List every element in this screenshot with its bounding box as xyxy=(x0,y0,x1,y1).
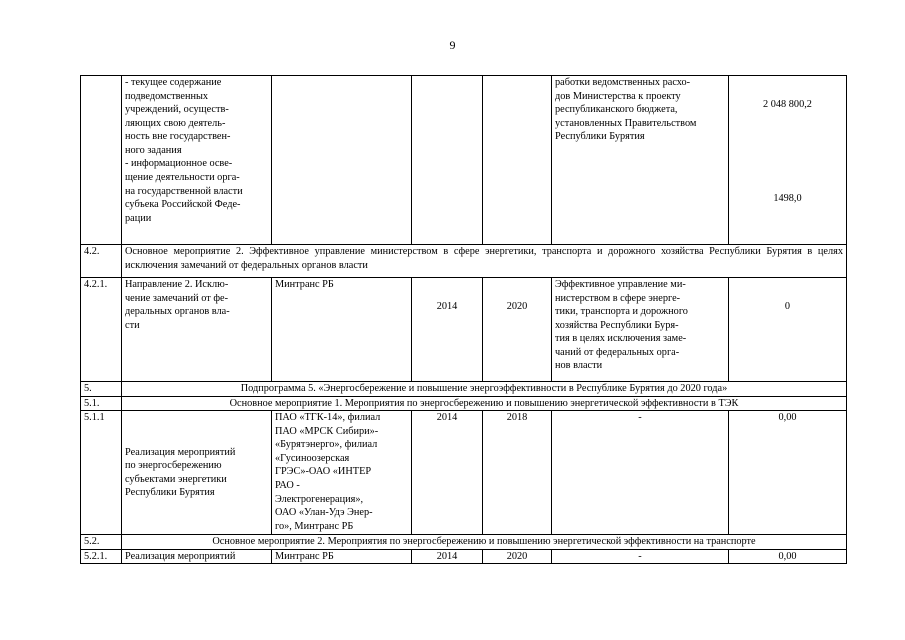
measure-cell: - текущее содержание подведомственных учреждений, осуществ- ляющих свою деятель- ность вне государствен- ного задания - информационное осве- щение деятельности орга- на государственной власти субъека Российской Феде- рации xyxy=(122,76,272,245)
table-row-section-5-2 xyxy=(81,535,847,550)
measure-cell: Реализация мероприятий по энергосбережению субъектами энергетики Республики Бурятия xyxy=(122,411,272,535)
amount-value-secondary: 1498,0 xyxy=(773,192,802,204)
table-row-continuation xyxy=(81,76,847,245)
amount-cell: 0 xyxy=(729,278,847,382)
section-title-cell: Основное мероприятие 1. Мероприятия по энергосбережению и повышению энергетической эффективности в ТЭК xyxy=(122,396,847,411)
section-title-cell: Основное мероприятие 2. Мероприятия по энергосбережению и повышению энергетической эффективности на транспорте xyxy=(122,535,847,550)
table-row-section-5-1 xyxy=(81,396,847,411)
end-year-cell: 2018 xyxy=(483,411,552,535)
row-number-cell: 5.2.1. xyxy=(81,549,122,564)
indicator-cell: работки ведомственных расхо- дов Министерства к проекту республиканского бюджета, установленных Правительством Республики Бурятия xyxy=(552,76,729,245)
table-row-5-2-1 xyxy=(81,549,847,564)
amount-value-primary: 2 048 800,2 xyxy=(763,99,812,110)
section-title-cell: Основное мероприятие 2. Эффективное управление министерством в сфере энергетики, транспорта и дорожного хозяйства Республики Бурятия в целях исключения замечаний от федеральных органов власти xyxy=(122,245,847,278)
end-year-cell: 2020 xyxy=(483,549,552,564)
row-number-cell: 4.2. xyxy=(81,245,122,278)
row-number-cell: 5.2. xyxy=(81,535,122,550)
amount-cell: 0,00 xyxy=(729,549,847,564)
measure-cell: Направление 2. Исклю- чение замечаний от фе- деральных органов вла- сти xyxy=(122,278,272,382)
table-row-section-4-2 xyxy=(81,245,847,278)
executor-cell xyxy=(272,76,412,245)
end-year-cell xyxy=(483,76,552,245)
start-year-cell xyxy=(412,76,483,245)
table-row-5-1-1 xyxy=(81,411,847,535)
end-year-cell: 2020 xyxy=(483,278,552,382)
row-number-cell xyxy=(81,76,122,245)
row-number-cell: 4.2.1. xyxy=(81,278,122,382)
page-number: 9 xyxy=(449,38,456,52)
indicator-cell: Эффективное управление ми- нистерством в сфере энерге- тики, транспорта и дорожного хозяйства Республики Буря- тия в целях исключения заме- чаний от федеральных орга- нов власти xyxy=(552,278,729,382)
indicator-cell: - xyxy=(552,549,729,564)
row-number-cell: 5. xyxy=(81,382,122,397)
table-row-subprogram-5 xyxy=(81,382,847,397)
start-year-cell: 2014 xyxy=(412,278,483,382)
section-title-cell: Подпрограмма 5. «Энергосбережение и повышение энергоэффективности в Республике Бурятия до 2020 года» xyxy=(122,382,847,397)
executor-cell: Минтранс РБ xyxy=(272,278,412,382)
start-year-cell: 2014 xyxy=(412,411,483,535)
table-row-4-2-1 xyxy=(81,278,847,382)
program-table xyxy=(80,75,847,564)
amount-cell: 0,00 xyxy=(729,411,847,535)
executor-cell: Минтранс РБ xyxy=(272,549,412,564)
start-year-cell: 2014 xyxy=(412,549,483,564)
executor-cell: ПАО «ТГК-14», филиал ПАО «МРСК Сибири»- «Бурятэнерго», филиал «Гусиноозерская ГРЭС»-ОАО «ИНТЕР РАО - Электрогенерация», ОАО «Улан-Удэ Энер- го», Минтранс РБ xyxy=(272,411,412,535)
row-number-cell: 5.1.1 xyxy=(81,411,122,535)
indicator-cell: - xyxy=(552,411,729,535)
row-number-cell: 5.1. xyxy=(81,396,122,411)
amount-cell xyxy=(729,76,847,245)
measure-cell: Реализация мероприятий xyxy=(122,549,272,564)
